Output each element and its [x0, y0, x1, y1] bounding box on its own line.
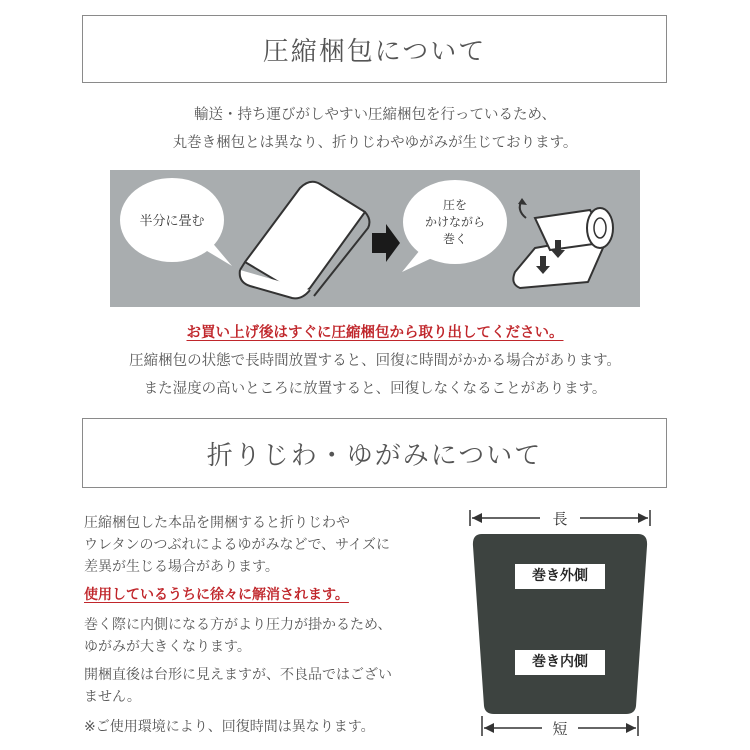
compression-illustration	[110, 170, 640, 307]
mattress-shape	[473, 534, 647, 714]
footnote: ※ご使用環境により、回復時間は異なります。	[84, 719, 375, 735]
right-arrow-icon	[372, 224, 400, 262]
para3-line-1: 開梱直後は台形に見えますが、不良品ではござい	[84, 667, 392, 683]
bubble-roll-line-2: かけながら	[424, 215, 486, 229]
para1-line-3: 差異が生じる場合があります。	[84, 559, 279, 575]
warning-text: お買い上げ後はすぐに圧縮梱包から取り出してください。	[186, 325, 564, 341]
bubble-fold-text: 半分に畳む	[139, 214, 205, 229]
bubble-roll-line-3: 巻く	[442, 232, 468, 246]
highlight-wrapper	[84, 584, 349, 604]
note-line-1: 圧縮梱包の状態で長時間放置すると、回復に時間がかかる場合があります。	[129, 353, 621, 369]
intro-line-1: 輸送・持ち運びがしやすい圧縮梱包を行っているため、	[194, 107, 556, 123]
highlight-text: 使用しているうちに徐々に解消されます。	[84, 587, 349, 603]
para1-line-1: 圧縮梱包した本品を開梱すると折りじわや	[84, 515, 350, 531]
top-length-label: 長	[552, 510, 568, 528]
warning-wrapper	[0, 321, 750, 342]
note-line-2: また湿度の高いところに放置すると、回復しなくなることがあります。	[143, 381, 607, 397]
outer-side-label: 巻き外側	[515, 564, 605, 589]
section-title-compression: 圧縮梱包について	[82, 15, 667, 83]
para1-line-2: ウレタンのつぶれによるゆがみなどで、サイズに	[84, 537, 391, 553]
bubble-roll-line-1: 圧を	[442, 198, 468, 212]
intro-line-2: 丸巻き梱包とは異なり、折りじわやゆがみが生じております。	[172, 135, 578, 151]
folded-mattress-icon	[240, 182, 370, 299]
rolling-mattress-icon	[513, 198, 613, 288]
inner-side-label: 巻き内側	[515, 650, 605, 675]
trapezoid-diagram	[460, 500, 660, 740]
speech-bubble-roll	[402, 180, 507, 272]
para3-line-2: ません。	[84, 689, 141, 705]
bottom-length-label: 短	[552, 720, 568, 738]
speech-bubble-fold	[120, 178, 232, 266]
para2-line-1: 巻く際に内側になる方がより圧力が掛かるため、	[84, 617, 392, 633]
para2-line-2: ゆがみが大きくなります。	[84, 639, 251, 655]
section-title-wrinkles: 折りじわ・ゆがみについて	[82, 418, 667, 488]
